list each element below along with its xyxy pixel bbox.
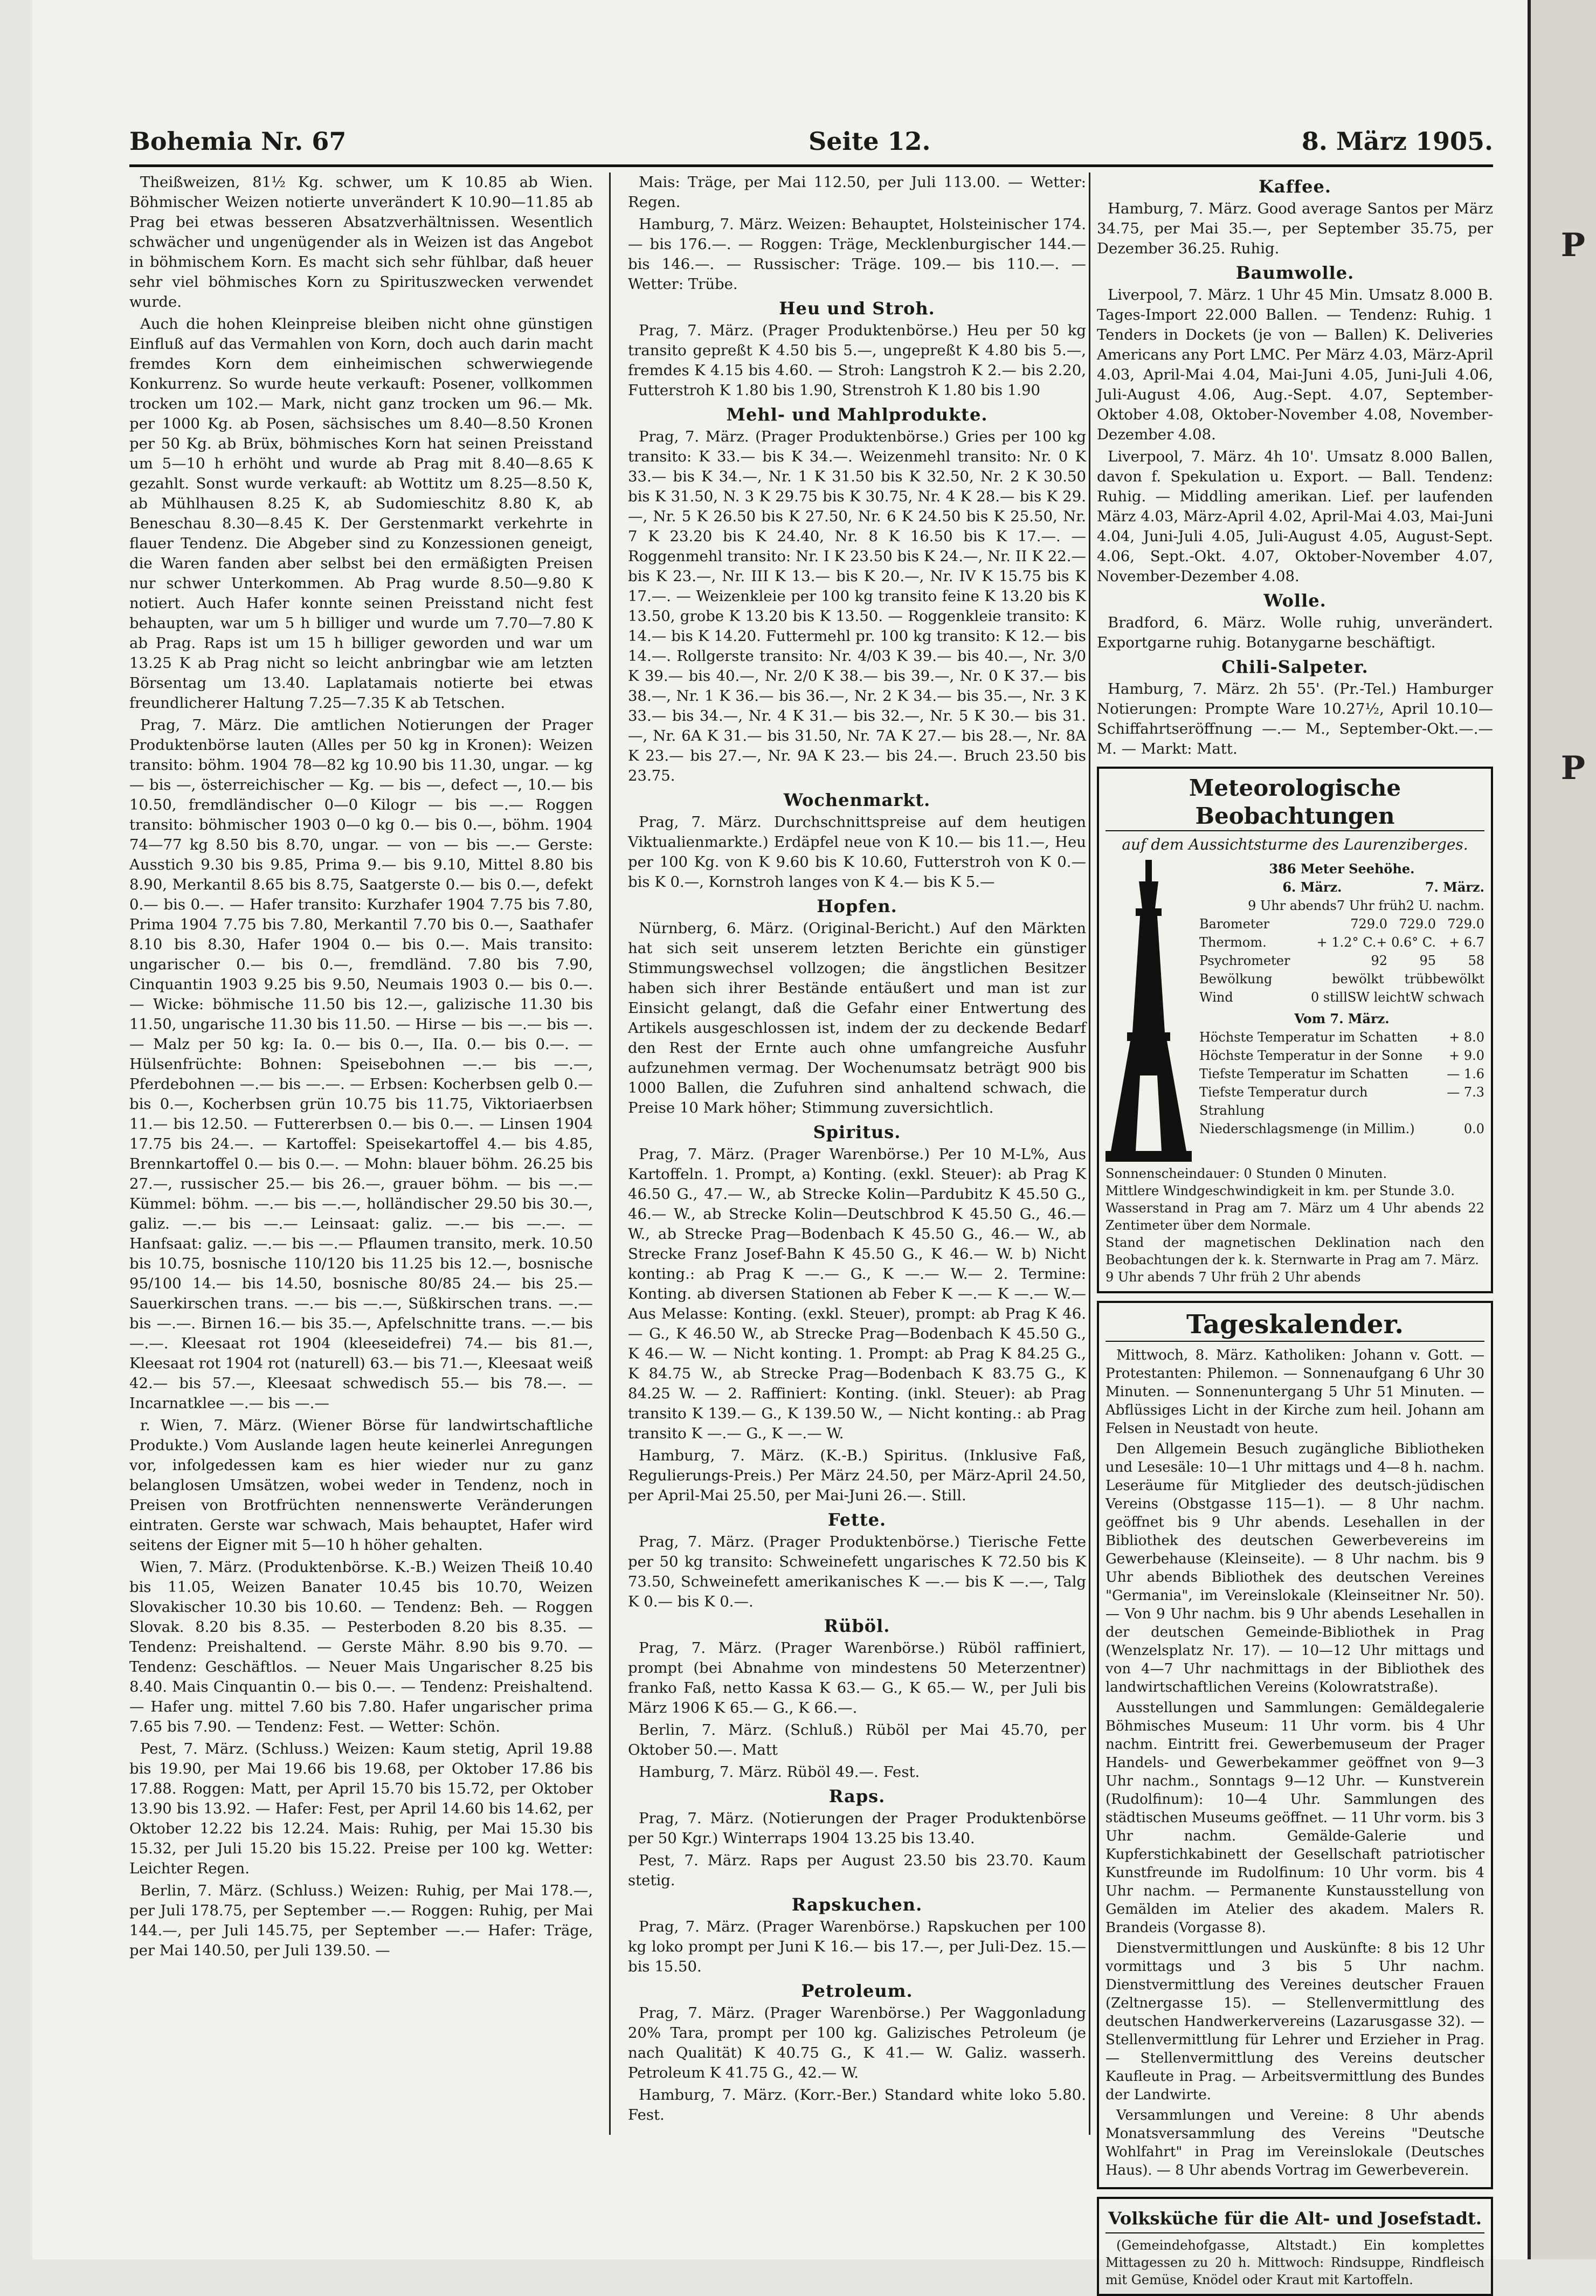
weather-row (1199, 970, 1484, 988)
weather-note: Wasserstand in Prag am 7. März um 4 Uhr abends 22 Zentimeter über dem Normale. (1106, 1201, 1484, 1233)
weather-row (1199, 933, 1484, 952)
article-paragraph: Nürnberg, 6. März. (Original-Bericht.) Auf den Märkten hat sich seit unserem letzten Berichte ein günstiger Stimmungswechsel vollzogen; die ängstlichen Besitzer haben sich ihrer Bestände entäußert und man ist zur Einsicht gelangt, daß die Gefahr einer Entwertung des Artikels ausgeschlossen ist, indem der zu deckende Bedarf den Rest der Ernte auch ohne umfangreiche Ausfuhr aufzunehmen vermag. Der Wochenumsatz beträgt 900 bis 1000 Ballen, die Zufuhren sind anhaltend schwach, die Preise 10 Mark höher; Stimmung zuversichtlich. (628, 920, 1086, 1116)
weather-value: bewölkt (1332, 971, 1384, 987)
kalender-paragraph: Versammlungen und Vereine: 8 Uhr abends Monatsversammlung des Vereins "Deutsche Wohlfahrt" in Prag im Vereinslokale (Deutsches Haus). — 8 Uhr abends Vortrag im Gewerbeverein. (1106, 2107, 1484, 2178)
weather-col-header: 2 U. nachm. (1406, 898, 1484, 913)
weather-value: 729.0 (1350, 916, 1387, 932)
section-heading: Baumwolle. (1235, 263, 1355, 283)
article-paragraph: Hamburg, 7. März. (Korr.-Ber.) Standard white loko 5.80. Fest. (628, 2086, 1086, 2123)
article-paragraph: Berlin, 7. März. (Schluss.) Weizen: Ruhig, per Mai 178.—, per Juli 178.75, per September —.— Roggen: Ruhig, per Mai 144.—, per Juli 145.75, per September —.— Hafer: Träge, per Mai 140.50, per Juli 139.50. — (129, 1882, 593, 1959)
weather-col-header: 9 Uhr abends (1248, 898, 1337, 913)
weather-value: 92 (1371, 953, 1387, 968)
weather-extreme-row (1199, 1120, 1484, 1138)
article-paragraph: Prag, 7. März. (Prager Produktenbörse.) Heu per 50 kg transito gepreßt K 4.50 bis 5.—, ungepreßt K 4.80 bis 5.—, fremdes K 4.15 bis 4.60. — Stroh: Langstroh K 2.— bis 2.20, Futterstroh K 1.80 bis 1.90, Strenstroh K 1.80 bis 1.90 (628, 322, 1086, 399)
article-paragraph: Pest, 7. März. Raps per August 23.50 bis 23.70. Kaum stetig. (628, 1852, 1086, 1889)
weather-extreme-label: Tiefste Temperatur im Schatten (1199, 1066, 1408, 1081)
section-heading: Spiritus. (813, 1122, 901, 1142)
weather-date-2: 7. März. (1425, 879, 1484, 895)
page-number: Seite 12. (809, 127, 931, 156)
kalender-paragraph: Den Allgemein Besuch zugängliche Bibliotheken und Lesesäle: 10—1 Uhr mittags und 4—8 h. nachm. Leseräume für Mitglieder des deutsch-jüdischen Vereins (Obstgasse 115—1). — 8 Uhr nachm. geöffnet bis 9 Uhr abends. Lesehallen in der Bibliothek des deutschen Gewerbevereins im Gewerbehause (Kleinseite). — 8 Uhr nachm. bis 9 Uhr abends Bibliothek des deutschen Vereines "Germania", im Vereinslokale (Kleinseitner Nr. 50). — Von 9 Uhr nachm. bis 9 Uhr abends Lesehallen in der deutschen Gemeinde-Bibliothek in Prag (Wenzelsplatz Nr. 17). — 10—12 Uhr mittags und von 4—7 Uhr nachmittags in der Bibliothek des landwirtschaftlichen Vereins (Kolowratstraße). (1106, 1441, 1484, 1695)
weather-row-label: Barometer (1199, 916, 1270, 932)
weather-subheader: Vom 7. März. (1294, 1011, 1390, 1026)
weather-value: trüb (1404, 971, 1433, 987)
weather-row (1199, 915, 1484, 933)
section-heading: Wolle. (1263, 590, 1326, 611)
article-paragraph: Bradford, 6. März. Wolle ruhig, unverändert. Exportgarne ruhig. Botanygarne beschäftigt. (1097, 614, 1493, 651)
weather-extreme-value: + 9.0 (1449, 1048, 1484, 1063)
weather-date-1: 6. März. (1282, 879, 1342, 895)
article-paragraph: Hamburg, 7. März. Rüböl 49.—. Fest. (639, 1763, 920, 1781)
weather-extreme-value: — 1.6 (1447, 1066, 1484, 1081)
weather-extreme-label: Tiefste Temperatur durch Strahlung (1199, 1085, 1368, 1118)
kalender-paragraph: Dienstvermittlungen und Auskünfte: 8 bis 12 Uhr vormittags und 3 bis 5 Uhr nachm. Dienstvermittlung des Vereines deutscher Frauen (Zeltnergasse 15). — Stellenvermittlung des deutschen Handwerkervereins (Lazarusgasse 32). — Stellenvermittlung für Lehrer und Erzieher in Prag. — Stellenvermittlung des Vereins deutscher Kaufleute in Prag. — Arbeitsvermittlung des Bundes der Landwirte. (1106, 1940, 1484, 2103)
section-heading: Fette. (827, 1509, 887, 1530)
edge-fragment: P (1560, 749, 1585, 787)
article-paragraph: Auch die hohen Kleinpreise bleiben nicht ohne günstigen Einfluß auf das Vermahlen von Korn, doch auch darin macht fremdes Korn dem einheimischen schwerwiegende Konkurrenz. So wurde heute verkauft: Posener, vollkommen trocken um 102.— Mark, nicht ganz trocken um 96.— Mk. per 1000 Kg. ab Posen, sächsisches um 8.40—8.50 Kronen per 50 Kg. ab Brüx, böhmisches Korn hat seinen Preisstand um 5—10 h erhöht und wurde ab Prag mit 8.40—8.65 K gezahlt. Sonst wurde verkauft: ab Wottitz um 8.25—8.50 K, ab Mühlhausen 8.25 K, ab Sudomieschitz 8.80 K, ab Beneschau 8.30—8.45 K. Der Gerstenmarkt verkehrte in flauer Tendenz. Die Abgeber sind zu Konzessionen geneigt, die Waren fanden aber selbst bei den ermäßigten Preisen nur schwer Unterkommen. Ab Prag wurde 8.50—9.80 K notiert. Auch Hafer konnte seinen Preisstand nicht fest behaupten, war um 5 h billiger und wurde um 7.70—7.80 K ab Prag. Raps ist um 15 h billiger geworden und war um 13.25 K ab Prag nicht so leicht anbringbar wie am letzten Börsentag um 13.40. Laplatamais notierte bei etwas freundlicherer Haltung 7.25—7.35 K ab Tetschen. (129, 315, 593, 712)
article-paragraph: Prag, 7. März. (Prager Warenbörse.) Per Waggonladung 20% Tara, prompt per 100 kg. Galizisches Petroleum (je nach Qualität) K 40.75 G., K 41.— W. Galiz. wasserh. Petroleum K 41.75 G., 42.— W. (628, 2004, 1086, 2081)
issue-date: 8. März 1905. (1301, 127, 1493, 156)
weather-extreme-label: Niederschlagsmenge (in Millim.) (1199, 1121, 1415, 1136)
section-heading: Raps. (828, 1786, 886, 1807)
column-rule (1089, 173, 1090, 2135)
weather-value: W schwach (1410, 990, 1484, 1005)
weather-row (1199, 952, 1484, 970)
altitude-label: 386 Meter Seehöhe. (1269, 861, 1415, 877)
edge-fragment: P (1560, 226, 1585, 264)
kalender-paragraph: Ausstellungen und Sammlungen: Gemäldegalerie Böhmisches Museum: 11 Uhr vorm. bis 4 Uhr nachm. Eintritt frei. Gewerbemuseum der Prager Handels- und Gewerbekammer geöffnet von 9—3 Uhr nachm., Sonntags 9—12 Uhr. — Kunstverein (Rudolfinum): 10—4 Uhr. Sammlungen des städtischen Museums geöffnet. — 11 Uhr vorm. bis 3 Uhr nachm. Gemälde-Galerie und Kupferstichkabinett der Gesellschaft patriotischer Kunstfreunde im Rudolfinum: 10 Uhr vorm. bis 4 Uhr nachm. — Permanente Kunstausstellung von Gemälden im Atelier des akadem. Malers R. Brandeis (Vorgasse 8). (1106, 1700, 1484, 1936)
paper-name: Bohemia Nr. 67 (129, 127, 347, 156)
weather-value: + 1.2° C. (1316, 935, 1377, 950)
section-heading: Heu und Stroh. (779, 298, 935, 319)
weather-extreme-row (1199, 1083, 1484, 1120)
newspaper-page (32, 0, 1531, 2287)
weather-subtitle: auf dem Aussichtsturme des Laurenziberges. (1122, 836, 1468, 853)
tageskalender-title: Tageskalender. (1106, 1308, 1484, 1342)
weather-row-label: Bewölkung (1199, 971, 1273, 987)
weather-extreme-value: — 7.3 (1447, 1085, 1484, 1100)
article-paragraph: Prag, 7. März. (Prager Produktenbörse.) Tierische Fette per 50 kg transito: Schweinefett ungarisches K 72.50 bis K 73.50, Schweinefett amerikanisches K —.— bis K —.—, Talg K 0.— bis K 0.—. (628, 1533, 1086, 1610)
weather-note: 9 Uhr abends 7 Uhr früh 2 Uhr abends (1106, 1270, 1361, 1285)
weather-table (1199, 860, 1484, 1162)
section-heading: Petroleum. (801, 1981, 913, 2001)
weather-extreme-label: Höchste Temperatur im Schatten (1199, 1030, 1418, 1045)
weather-note: Stand der magnetischen Deklination nach den Beobachtungen der k. k. Sternwarte in Prag am 7. März. (1106, 1235, 1484, 1267)
weather-box (1097, 767, 1493, 1293)
section-heading: Wochenmarkt. (783, 790, 931, 810)
article-paragraph: Wien, 7. März. (Produktenbörse. K.-B.) Weizen Theiß 10.40 bis 11.05, Weizen Banater 10.45 bis 10.70, Weizen Slovakischer 10.30 bis 10.60. — Tendenz: Beh. — Roggen Slovak. 8.20 bis 8.35. — Pesterboden 8.20 bis 8.35. — Tendenz: Preishaltend. — Gerste Mähr. 8.90 bis 9.70. — Tendenz: Geschäftlos. — Neuer Mais Ungarischer 8.25 bis 8.40. Mais Cinquantin 0.— bis 0.—. — Tendenz: Preishaltend. — Hafer ung. mittel 7.60 bis 7.80. Hafer ungarischer prima 7.65 bis 7.90. — Tendenz: Fest. — Wetter: Schön. (129, 1559, 593, 1735)
article-paragraph: Pest, 7. März. (Schluss.) Weizen: Kaum stetig, April 19.88 bis 19.90, per Mai 19.66 bis 19.68, per Oktober 17.86 bis 17.88. Roggen: Matt, per April 15.70 bis 15.72, per Oktober 13.90 bis 13.92. — Hafer: Fest, per April 14.60 bis 14.62, per Oktober 12.22 bis 12.24. Mais: Ruhig, per Mai 15.30 bis 15.32, per Juli 15.20 bis 15.22. Preise per 100 kg. Wetter: Leichter Regen. (129, 1740, 593, 1877)
weather-row-label: Wind (1199, 990, 1233, 1005)
volkskueche-box (1097, 2197, 1493, 2296)
weather-row (1199, 988, 1484, 1006)
weather-note: Sonnenscheindauer: 0 Stunden 0 Minuten. (1106, 1166, 1387, 1181)
section-heading: Kaffee. (1259, 176, 1331, 197)
weather-extreme-row (1199, 1028, 1484, 1046)
column-3 (1097, 173, 1493, 2287)
column-2 (628, 173, 1086, 2135)
weather-value: SW leicht (1347, 990, 1411, 1005)
weather-extreme-row (1199, 1065, 1484, 1083)
volkskueche-text: (Gemeindehofgasse, Altstadt.) Ein komplettes Mittagessen zu 20 h. Mittwoch: Rindsuppe, Rindfleisch mit Gemüse, Knödel oder Kraut mit Kartoffeln. (1106, 2238, 1484, 2287)
weather-col-header: 7 Uhr früh (1336, 898, 1406, 913)
article-paragraph: Prag, 7. März. (Notierungen der Prager Produktenbörse per 50 Kgr.) Winterraps 1904 13.25 bis 13.40. (628, 1810, 1086, 1847)
article-paragraph: r. Wien, 7. März. (Wiener Börse für landwirtschaftliche Produkte.) Vom Auslande lagen heute keinerlei Anregungen vor, infolgedessen kam es hier wieder nur zu ganz belanglosen Umsätzen, wobei weder in Tendenz, noch in Preisen von Brotfrüchten nennenswerte Veränderungen eintraten. Gerste war schwach, Mais behauptet, Hafer wird seitens der Eigner mit 5—10 h höher gehalten. (129, 1417, 593, 1554)
article-paragraph: Prag, 7. März. (Prager Warenbörse.) Rüböl raffiniert, prompt (bei Abnahme von mindestens 50 Meterzentner) franko Faß, netto Kassa K 63.— G., K 65.— W., per Juli bis März 1906 K 65.— G., K 66.—. (628, 1639, 1086, 1716)
article-paragraph: Prag, 7. März. (Prager Produktenbörse.) Gries per 100 kg transito: K 33.— bis K 34.—. Weizenmehl transito: Nr. 0 K 33.— bis K 34.—, Nr. 1 K 31.50 bis K 32.50, Nr. 2 K 30.50 bis K 31.50, N. 3 K 29.75 bis K 30.75, Nr. 4 K 28.— bis K 29.—, Nr. 5 K 26.50 bis K 27.50, Nr. 6 K 24.50 bis K 25.50, Nr. 7 K 23.20 bis K 24.40, Nr. 8 K 16.50 bis K 17.—. — Roggenmehl transito: Nr. I K 23.50 bis K 24.—, Nr. II K 22.— bis K 23.—, Nr. III K 13.— bis K 20.—, Nr. IV K 15.75 bis K 17.—. — Weizenkleie per 100 kg transito feine K 13.20 bis K 13.50, grobe K 13.20 bis K 13.50. — Roggenkleie transito: K 14.— bis K 14.20. Futtermehl pr. 100 kg transito: K 12.— bis 14.—. Rollgerste transito: Nr. 4/03 K 39.— bis 40.—, Nr. 3/0 K 39.— bis 40.—, Nr. 2/0 K 38.— bis 39.—, Nr. 0 K 37.— bis 38.—, Nr. 1 K 36.— bis 36.—, Nr. 2 K 34.— bis 35.—, Nr. 3 K 33.— bis 34.—, Nr. 4 K 31.— bis 32.—, Nr. 5 K 30.— bis 31.—, Nr. 6A K 31.— bis 31.50, Nr. 7A K 27.— bis 28.—, Nr. 8A K 23.— bis 27.—, Nr. 9A K 23.— bis 24.—. Bruch 23.50 bis 23.75. (628, 428, 1086, 784)
tageskalender-box (1097, 1301, 1493, 2189)
volkskueche-title: Volksküche für die Alt- und Josefstadt. (1106, 2204, 1484, 2233)
column-1 (129, 173, 593, 2135)
weather-value: + 6.7 (1449, 935, 1484, 950)
article-paragraph: Prag, 7. März. (Prager Warenbörse.) Per 10 M-L%, Aus Kartoffeln. 1. Prompt, a) Konting. (exkl. Steuer): ab Prag K 46.50 G., 47.— W., ab Strecke Kolin—Pardubitz K 45.50 G., 46.— W., ab Strecke Kolin—Deutschbrod K 45.50 G., 46.— W., ab Strecke Prag—Bodenbach K 45.50 G., 46.— W., ab Strecke Franz Josef-Bahn K 45.50 G., K 46.— W. b) Nicht konting.: ab Prag K —.— G., K —.— W.— 2. Termine: Konting. ab diversen Stationen ab Feber K —.— K —.— W.— Aus Melasse: Konting. (exkl. Steuer), prompt: ab Prag K 46.— G., K 46.50 W., ab Strecke Prag—Bodenbach K 45.50 G., K 46.— W. — Nicht konting. 1. Prompt: ab Prag K 84.25 G., K 84.75 W., ab Strecke Prag—Bodenbach K 83.75 G., K 84.25 W. — 2. Raffiniert: Konting. (inkl. Steuer): ab Prag transito K 139.— G., K 139.50 W., — Nicht konting.: ab Prag transito K —.— G., K —.— W. (628, 1146, 1086, 1442)
weather-title: Meteorologische Beobachtungen (1106, 774, 1484, 831)
article-paragraph: Theißweizen, 81½ Kg. schwer, um K 10.85 ab Wien. Böhmischer Weizen notierte unverändert K 10.90—11.85 ab Prag bei etwas besseren Absatzverhältnissen. Wesentlich schwächer und ungenügender als in Weizen ist das Angebot in böhmischem Korn. Es macht sich sehr fühlbar, daß heuer sehr viel böhmisches Korn zu Spirituszwecken verwendet wurde. (129, 174, 593, 311)
article-paragraph: Hamburg, 7. März. Good average Santos per März 34.75, per Mai 35.—, per September 35.75, per Dezember 36.25. Ruhig. (1097, 200, 1493, 257)
masthead (129, 127, 1493, 167)
article-paragraph: Hamburg, 7. März. 2h 55'. (Pr.-Tel.) Hamburger Notierungen: Prompte Ware 10.27½, April 10.10— Schiffahrtseröffnung —.— M., September-Okt.—.— M. — Markt: Matt. (1097, 680, 1493, 757)
article-paragraph: Prag, 7. März. Die amtlichen Notierungen der Prager Produktenbörse lauten (Alles per 50 kg in Kronen): Weizen transito: böhm. 1904 78—82 kg 10.90 bis 11.30, ungar. — kg — bis —, österreichischer — Kg. — bis —, defect —, 10.— bis 10.50, fremdländischer 0—0 Kilogr — bis —.— Roggen transito: böhmischer 1903 0—0 kg 0.— bis 0.—, böhm. 1904 74—77 kg 8.50 bis 8.70, ungar. — von — bis —.— Gerste: Ausstich 9.30 bis 9.85, Prima 9.— bis 9.10, Mittel 8.80 bis 8.90, Merkantil 8.65 bis 8.75, Saatgerste 0.— bis 0.—, defekt 0.— bis 0.—. — Hafer transito: Kurzhafer 1904 7.75 bis 7.80, Prima 1904 7.75 bis 7.80, Merkantil 7.70 bis 0.—, Saathafer 8.10 bis 8.30, Hafer 1904 0.— bis 0.—. Mais transito: ungarischer 0.— bis 0.—, fremdländ. 7.80 bis 7.90, Cinquantin 1903 9.25 bis 9.50, Neumais 1903 0.— bis 0.—. — Wicke: böhmische 11.50 bis 12.—, galizische 11.30 bis 11.50, ungarische 11.30 bis 11.50. — Hirse — bis —.— bis —.— Malz per 50 kg: Ia. 0.— bis 0.—, IIa. 0.— bis 0.—. — Hülsenfrüchte: Bohnen: Speisebohnen —.— bis —.—, Pferdebohnen —.— bis —.—. — Erbsen: Kocherbsen gelb 0.— bis 0.—, Kocherbsen grün 10.75 bis 11.75, Viktoriaerbsen 11.— bis 12.50. — Futtererbsen 0.— bis 0.—. — Linsen 1904 17.75 bis 24.—. — Kartoffel: Speisekartoffel 4.— bis 4.85, Brennkartoffel 0.— bis 0.—. — Mohn: blauer böhm. 26.25 bis 27.—, russischer 25.— bis 26.—, grauer böhm. — bis —.— Kümmel: böhm. —.— bis —.—, holländischer 29.50 bis 30.—, galiz. —.— bis —.— Leinsaat: galiz. —.— bis —.—. — Hanfsaat: galiz. —.— bis —.— Pflaumen transito, merk. 10.50 bis 10.75, bosnische 110/120 bis 11.25 bis 12.—, bosnische 95/100 14.— bis 14.50, bosnische 80/85 24.— bis 25.— Sauerkirschen trans. —.— bis —.—, Süßkirschen trans. —.— bis —.—. Birnen 16.— bis 35.—, Apfelschnitte trans. —.— bis —.—. Kleesaat rot 1904 (kleeseidefrei) 74.— bis 81.—, Kleesaat rot 1904 rot (naturell) 63.— bis 71.—, Kleesaat weiß 42.— bis 57.—, Kleesaat schwedisch 55.— bis 78.—. — Incarnatklee —.— bis —.— (129, 716, 593, 1412)
article-paragraph: Prag, 7. März. Durchschnittspreise auf dem heutigen Viktualienmarkte.) Erdäpfel neue von K 10.— bis 11.—, Heu per 100 Kg. von K 9.60 bis K 10.60, Futterstroh von K 0.— bis K 0.—, Kornstroh langes von K 4.— bis K 5.— (628, 813, 1086, 891)
weather-extreme-value: + 8.0 (1449, 1030, 1484, 1045)
article-paragraph: Berlin, 7. März. (Schluß.) Rüböl per Mai 45.70, per Oktober 50.—. Matt (628, 1721, 1086, 1759)
weather-extreme-value: 0.0 (1463, 1121, 1484, 1136)
section-heading: Rapskuchen. (791, 1894, 923, 1915)
weather-value: + 0.6° C. (1376, 935, 1436, 950)
section-heading: Hopfen. (817, 896, 897, 916)
article-paragraph: Hamburg, 7. März. Weizen: Behauptet, Holsteinischer 174.— bis 176.—. — Roggen: Träge, Mecklenburgischer 144.— bis 146.—. — Russischer: Träge. 109.— bis 110.—. — Wetter: Trübe. (628, 216, 1086, 293)
petrin-tower-illustration (1106, 860, 1192, 1162)
weather-value: 95 (1419, 953, 1436, 968)
weather-row-label: Psychrometer (1199, 953, 1290, 968)
article-paragraph: Prag, 7. März. (Prager Warenbörse.) Rapskuchen per 100 kg loko prompt per Juni K 16.— bis 17.—, per Juli-Dez. 15.— bis 15.50. (628, 1918, 1086, 1975)
weather-extreme-label: Höchste Temperatur in der Sonne (1199, 1048, 1423, 1063)
article-paragraph: Liverpool, 7. März. 1 Uhr 45 Min. Umsatz 8.000 B. Tages-Import 22.000 Ballen. — Tendenz: Ruhig. 1 Tenders in Dockets (je von — Ballen) K. Deliveries Americans any Port LMC. Per März 4.03, März-April 4.03, April-Mai 4.04, Mai-Juni 4.05, Juni-Juli 4.06, Juli-August 4.06, Aug.-Sept. 4.07, September-Oktober 4.08, Oktober-November 4.08, November-Dezember 4.08. (1097, 286, 1493, 443)
weather-value: 0 still (1311, 990, 1348, 1005)
weather-note: Mittlere Windgeschwindigkeit in km. per Stunde 3.0. (1106, 1183, 1455, 1198)
section-heading: Rüböl. (824, 1616, 890, 1636)
kalender-paragraph: Mittwoch, 8. März. Katholiken: Johann v. Gott. — Protestanten: Philemon. — Sonnenaufgang 6 Uhr 30 Minuten. — Sonnenuntergang 5 Uhr 51 Minuten. — Abflüssiges Licht in der Kirche zum heil. Johann am Felsen in Neustadt von heute. (1106, 1347, 1484, 1437)
weather-row-label: Thermom. (1199, 935, 1267, 950)
column-rule (609, 173, 611, 2135)
weather-value: 729.0 (1399, 916, 1436, 932)
weather-extreme-row (1199, 1046, 1484, 1065)
section-heading: Mehl- und Mahlprodukte. (726, 404, 988, 425)
article-paragraph: Hamburg, 7. März. (K.-B.) Spiritus. (Inklusive Faß, Regulierungs-Preis.) Per März 24.50, per März-April 24.50, per April-Mai 25.50, per Mai-Juni 26.—. Still. (628, 1447, 1086, 1504)
weather-value: 729.0 (1447, 916, 1484, 932)
article-paragraph: Mais: Träge, per Mai 112.50, per Juli 113.00. — Wetter: Regen. (628, 174, 1086, 211)
adjacent-page-edge (1528, 0, 1596, 2259)
weather-value: 58 (1468, 953, 1484, 968)
article-paragraph: Liverpool, 7. März. 4h 10'. Umsatz 8.000 Ballen, davon f. Spekulation u. Export. — Ball. Tendenz: Ruhig. — Middling amerikan. Lief. per laufenden März 4.03, März-April 4.02, April-Mai 4.03, Mai-Juni 4.04, Juni-Juli 4.05, Juli-August 4.05, August-Sept. 4.06, Sept.-Okt. 4.07, Oktober-November 4.07, November-Dezember 4.08. (1097, 448, 1493, 585)
weather-value: bewölkt (1432, 971, 1484, 987)
section-heading: Chili-Salpeter. (1221, 657, 1369, 677)
